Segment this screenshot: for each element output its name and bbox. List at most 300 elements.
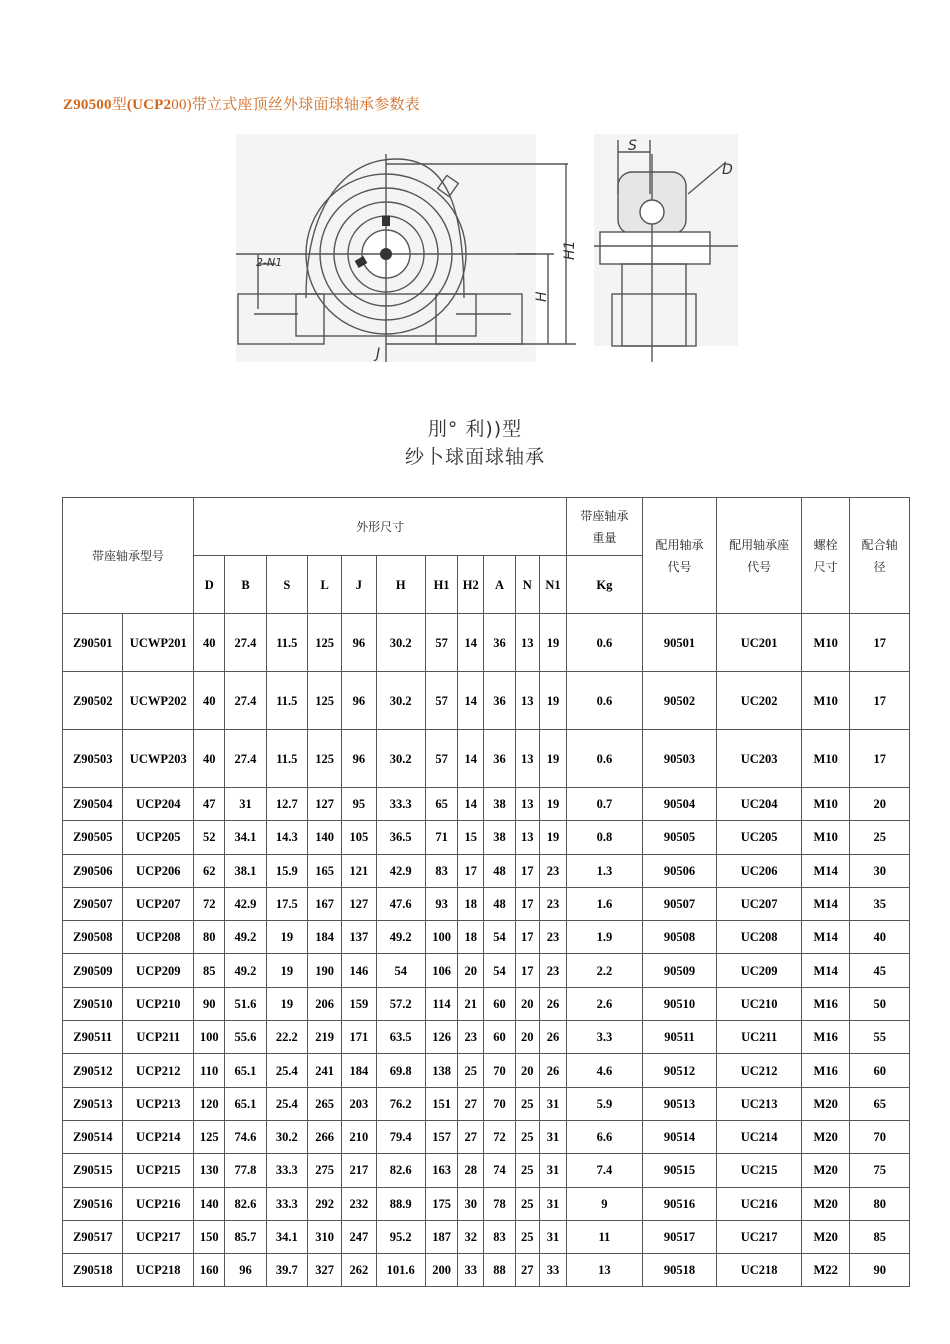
table-cell: 88: [484, 1254, 515, 1287]
table-cell: 125: [307, 730, 341, 788]
table-cell: 70: [484, 1054, 515, 1087]
table-cell: 200: [425, 1254, 457, 1287]
table-cell: 121: [342, 854, 376, 887]
table-cell: M16: [801, 987, 849, 1020]
table-cell: UCP212: [123, 1054, 194, 1087]
table-cell: 17: [850, 614, 910, 672]
table-cell: 262: [342, 1254, 376, 1287]
table-cell: 27.4: [225, 672, 266, 730]
table-cell: 36: [484, 730, 515, 788]
table-cell: UC201: [717, 614, 802, 672]
table-cell: 232: [342, 1187, 376, 1220]
table-cell: 167: [307, 887, 341, 920]
title-description: 带立式座顶丝外球面球轴承参数表: [191, 97, 420, 113]
header-bolt-size: 螺栓尺寸: [801, 498, 849, 614]
drawing-label-h: H: [534, 291, 550, 302]
table-cell: Z90504: [63, 788, 123, 821]
table-cell: 25: [515, 1120, 539, 1153]
drawing-label-j: J: [376, 346, 381, 362]
table-cell: 85: [850, 1220, 910, 1253]
table-cell: Z90506: [63, 854, 123, 887]
header-col-h: H: [376, 556, 425, 614]
table-row: [63, 1021, 910, 1054]
table-cell: 36: [484, 672, 515, 730]
table-cell: 96: [225, 1254, 266, 1287]
table-cell: 19: [266, 954, 307, 987]
table-cell: 22.2: [266, 1021, 307, 1054]
table-cell: UC213: [717, 1087, 802, 1120]
table-cell: 85: [194, 954, 225, 987]
table-cell: 7.4: [567, 1154, 643, 1187]
table-cell: 34.1: [225, 821, 266, 854]
table-cell: 27: [458, 1120, 484, 1153]
table-row: [63, 788, 910, 821]
table-cell: 275: [307, 1154, 341, 1187]
table-cell: Z90507: [63, 887, 123, 920]
table-cell: 217: [342, 1154, 376, 1187]
table-cell: 100: [194, 1021, 225, 1054]
table-cell: 203: [342, 1087, 376, 1120]
table-cell: UCP217: [123, 1220, 194, 1253]
table-cell: 1.9: [567, 921, 643, 954]
table-cell: 33: [539, 1254, 566, 1287]
table-row: [63, 672, 910, 730]
title-model: (UCP2: [126, 97, 172, 113]
table-cell: 90505: [642, 821, 717, 854]
table-cell: 90512: [642, 1054, 717, 1087]
table-cell: UCP213: [123, 1087, 194, 1120]
table-cell: 160: [194, 1254, 225, 1287]
table-cell: 120: [194, 1087, 225, 1120]
table-cell: 0.8: [567, 821, 643, 854]
table-cell: 25: [515, 1154, 539, 1187]
table-cell: 83: [484, 1220, 515, 1253]
table-cell: 95.2: [376, 1220, 425, 1253]
table-cell: M14: [801, 921, 849, 954]
table-cell: 4.6: [567, 1054, 643, 1087]
table-cell: 93: [425, 887, 457, 920]
table-cell: 184: [342, 1054, 376, 1087]
table-cell: 25: [515, 1220, 539, 1253]
table-cell: 12.7: [266, 788, 307, 821]
table-cell: 0.7: [567, 788, 643, 821]
table-cell: 25: [515, 1087, 539, 1120]
table-row: [63, 821, 910, 854]
table-cell: Z90505: [63, 821, 123, 854]
table-cell: 2.6: [567, 987, 643, 1020]
table-cell: 17: [850, 730, 910, 788]
table-cell: 57: [425, 614, 457, 672]
table-cell: 11.5: [266, 672, 307, 730]
table-cell: 34.1: [266, 1220, 307, 1253]
table-cell: Z90514: [63, 1120, 123, 1153]
table-cell: 30.2: [266, 1120, 307, 1153]
table-cell: 241: [307, 1054, 341, 1087]
table-cell: M10: [801, 672, 849, 730]
table-cell: 32: [458, 1220, 484, 1253]
table-cell: 23: [539, 887, 566, 920]
table-cell: M20: [801, 1120, 849, 1153]
table-cell: UCP207: [123, 887, 194, 920]
table-cell: 127: [307, 788, 341, 821]
table-cell: 82.6: [225, 1187, 266, 1220]
table-cell: 17: [850, 672, 910, 730]
table-row: [63, 854, 910, 887]
header-weight-unit: Kg: [567, 556, 643, 614]
table-cell: M20: [801, 1087, 849, 1120]
table-cell: UC204: [717, 788, 802, 821]
table-row: [63, 887, 910, 920]
table-cell: 9: [567, 1187, 643, 1220]
table-cell: 30.2: [376, 672, 425, 730]
table-cell: 27: [515, 1254, 539, 1287]
header-col-h1: H1: [425, 556, 457, 614]
table-cell: UCP210: [123, 987, 194, 1020]
table-cell: 50: [850, 987, 910, 1020]
header-col-l: L: [307, 556, 341, 614]
table-cell: 65.1: [225, 1087, 266, 1120]
table-cell: Z90512: [63, 1054, 123, 1087]
table-cell: Z90511: [63, 1021, 123, 1054]
table-cell: 19: [539, 821, 566, 854]
table-cell: 25.4: [266, 1054, 307, 1087]
table-cell: 69.8: [376, 1054, 425, 1087]
table-cell: 140: [307, 821, 341, 854]
table-cell: 47: [194, 788, 225, 821]
table-cell: 1.3: [567, 854, 643, 887]
table-cell: 54: [376, 954, 425, 987]
table-cell: 17: [515, 887, 539, 920]
table-cell: 137: [342, 921, 376, 954]
table-cell: 17: [458, 854, 484, 887]
table-cell: M14: [801, 954, 849, 987]
table-cell: UC202: [717, 672, 802, 730]
table-cell: 31: [539, 1220, 566, 1253]
header-col-h2: H2: [458, 556, 484, 614]
table-cell: Z90517: [63, 1220, 123, 1253]
table-cell: 310: [307, 1220, 341, 1253]
table-cell: UCP204: [123, 788, 194, 821]
table-cell: 90501: [642, 614, 717, 672]
table-cell: 49.2: [225, 954, 266, 987]
table-cell: 265: [307, 1087, 341, 1120]
table-cell: 106: [425, 954, 457, 987]
table-cell: 0.6: [567, 730, 643, 788]
table-cell: 70: [850, 1120, 910, 1153]
table-cell: 30.2: [376, 614, 425, 672]
table-cell: 95: [342, 788, 376, 821]
table-cell: 17: [515, 921, 539, 954]
table-cell: 23: [539, 921, 566, 954]
table-cell: 125: [307, 614, 341, 672]
title-code: Z90500: [63, 97, 112, 113]
table-cell: 15.9: [266, 854, 307, 887]
table-cell: M10: [801, 821, 849, 854]
table-cell: 125: [194, 1120, 225, 1153]
table-cell: 15: [458, 821, 484, 854]
table-cell: 19: [539, 788, 566, 821]
table-row: [63, 730, 910, 788]
table-cell: UC210: [717, 987, 802, 1020]
table-cell: 187: [425, 1220, 457, 1253]
table-cell: 28: [458, 1154, 484, 1187]
header-col-d: D: [194, 556, 225, 614]
table-cell: UC217: [717, 1220, 802, 1253]
table-cell: 25: [850, 821, 910, 854]
table-cell: 25.4: [266, 1087, 307, 1120]
table-cell: 38: [484, 788, 515, 821]
table-cell: 62: [194, 854, 225, 887]
table-cell: 72: [484, 1120, 515, 1153]
table-cell: 96: [342, 672, 376, 730]
table-cell: 18: [458, 887, 484, 920]
table-cell: 17: [515, 954, 539, 987]
table-cell: UCWP201: [123, 614, 194, 672]
table-cell: 31: [539, 1154, 566, 1187]
header-col-n: N: [515, 556, 539, 614]
table-cell: 184: [307, 921, 341, 954]
table-cell: 90503: [642, 730, 717, 788]
table-cell: UC215: [717, 1154, 802, 1187]
table-cell: 42.9: [376, 854, 425, 887]
table-cell: 150: [194, 1220, 225, 1253]
table-cell: 90509: [642, 954, 717, 987]
table-cell: 60: [484, 1021, 515, 1054]
table-cell: UC212: [717, 1054, 802, 1087]
subtitle-line-2: 纱卜球面球轴承: [404, 446, 545, 468]
table-cell: 17: [515, 854, 539, 887]
table-cell: 90513: [642, 1087, 717, 1120]
table-cell: 31: [225, 788, 266, 821]
table-cell: 40: [850, 921, 910, 954]
table-cell: 65.1: [225, 1054, 266, 1087]
table-cell: 13: [567, 1254, 643, 1287]
table-cell: 45: [850, 954, 910, 987]
table-cell: 165: [307, 854, 341, 887]
table-cell: 105: [342, 821, 376, 854]
header-col-j: J: [342, 556, 376, 614]
table-cell: 74: [484, 1154, 515, 1187]
table-cell: 40: [194, 672, 225, 730]
table-cell: 88.9: [376, 1187, 425, 1220]
header-bearing-code: 配用轴承代号: [642, 498, 717, 614]
table-cell: 3.3: [567, 1021, 643, 1054]
table-cell: 48: [484, 887, 515, 920]
table-cell: 6.6: [567, 1120, 643, 1153]
table-cell: 77.8: [225, 1154, 266, 1187]
table-cell: 65: [425, 788, 457, 821]
table-cell: 327: [307, 1254, 341, 1287]
table-cell: M20: [801, 1220, 849, 1253]
table-cell: 42.9: [225, 887, 266, 920]
table-cell: 13: [515, 730, 539, 788]
table-cell: 65: [850, 1087, 910, 1120]
table-cell: 33.3: [266, 1154, 307, 1187]
table-cell: UCP215: [123, 1154, 194, 1187]
table-cell: 35: [850, 887, 910, 920]
table-row: [63, 1087, 910, 1120]
table-cell: 219: [307, 1021, 341, 1054]
table-cell: UC214: [717, 1120, 802, 1153]
header-weight: 带座轴承重量: [567, 498, 643, 556]
table-cell: Z90502: [63, 672, 123, 730]
table-cell: 1.6: [567, 887, 643, 920]
table-cell: 75: [850, 1154, 910, 1187]
header-col-n1: N1: [539, 556, 566, 614]
table-cell: 27: [458, 1087, 484, 1120]
table-cell: M16: [801, 1021, 849, 1054]
table-cell: 90504: [642, 788, 717, 821]
table-cell: 175: [425, 1187, 457, 1220]
bearing-technical-drawing: [236, 134, 738, 362]
title-type-char: 型: [111, 97, 127, 113]
table-cell: 57: [425, 672, 457, 730]
table-cell: 85.7: [225, 1220, 266, 1253]
table-cell: 23: [539, 954, 566, 987]
table-cell: 40: [194, 614, 225, 672]
table-cell: 72: [194, 887, 225, 920]
table-cell: 25: [458, 1054, 484, 1087]
title-model-tail: 00): [171, 97, 192, 113]
table-cell: 21: [458, 987, 484, 1020]
header-col-b: B: [225, 556, 266, 614]
table-cell: UCP218: [123, 1254, 194, 1287]
table-cell: 130: [194, 1154, 225, 1187]
table-cell: 27.4: [225, 614, 266, 672]
table-cell: 14: [458, 788, 484, 821]
table-cell: 33.3: [266, 1187, 307, 1220]
table-cell: 157: [425, 1120, 457, 1153]
header-housing-code: 配用轴承座代号: [717, 498, 802, 614]
table-cell: UCP214: [123, 1120, 194, 1153]
table-cell: 70: [484, 1087, 515, 1120]
table-cell: UC205: [717, 821, 802, 854]
table-cell: 13: [515, 672, 539, 730]
table-cell: 247: [342, 1220, 376, 1253]
table-cell: 11.5: [266, 730, 307, 788]
table-cell: UCWP203: [123, 730, 194, 788]
table-cell: 146: [342, 954, 376, 987]
table-row: [63, 921, 910, 954]
table-cell: 190: [307, 954, 341, 987]
table-cell: 13: [515, 821, 539, 854]
table-cell: 31: [539, 1187, 566, 1220]
table-cell: 60: [484, 987, 515, 1020]
table-cell: 0.6: [567, 672, 643, 730]
header-col-s: S: [266, 556, 307, 614]
table-cell: Z90508: [63, 921, 123, 954]
table-row: [63, 1154, 910, 1187]
table-cell: 19: [539, 730, 566, 788]
table-cell: 96: [342, 614, 376, 672]
table-cell: 63.5: [376, 1021, 425, 1054]
table-cell: M20: [801, 1187, 849, 1220]
table-cell: 171: [342, 1021, 376, 1054]
header-col-a: A: [484, 556, 515, 614]
table-cell: UCP216: [123, 1187, 194, 1220]
table-row: [63, 1054, 910, 1087]
table-cell: 90: [850, 1254, 910, 1287]
table-cell: 19: [539, 672, 566, 730]
table-row: [63, 1187, 910, 1220]
table-cell: 11.5: [266, 614, 307, 672]
table-cell: 90506: [642, 854, 717, 887]
table-cell: 30: [850, 854, 910, 887]
table-cell: 55.6: [225, 1021, 266, 1054]
table-cell: Z90515: [63, 1154, 123, 1187]
table-cell: 210: [342, 1120, 376, 1153]
table-cell: 80: [850, 1187, 910, 1220]
table-row: [63, 1254, 910, 1287]
table-cell: 114: [425, 987, 457, 1020]
table-cell: 11: [567, 1220, 643, 1253]
table-cell: 80: [194, 921, 225, 954]
table-cell: 101.6: [376, 1254, 425, 1287]
table-cell: 33.3: [376, 788, 425, 821]
table-cell: M14: [801, 887, 849, 920]
table-cell: 14: [458, 614, 484, 672]
table-row: [63, 1120, 910, 1153]
table-cell: UCWP202: [123, 672, 194, 730]
table-cell: 23: [539, 854, 566, 887]
table-cell: 19: [266, 987, 307, 1020]
table-cell: 49.2: [225, 921, 266, 954]
table-cell: 159: [342, 987, 376, 1020]
table-cell: M16: [801, 1054, 849, 1087]
table-cell: M10: [801, 788, 849, 821]
table-cell: 51.6: [225, 987, 266, 1020]
table-cell: 20: [458, 954, 484, 987]
table-cell: 90518: [642, 1254, 717, 1287]
table-cell: 19: [266, 921, 307, 954]
drawing-label-s: S: [628, 138, 637, 154]
header-model: 带座轴承型号: [63, 498, 194, 614]
table-cell: 33: [458, 1254, 484, 1287]
table-cell: 52: [194, 821, 225, 854]
table-cell: 57.2: [376, 987, 425, 1020]
table-cell: 36: [484, 614, 515, 672]
table-cell: 31: [539, 1087, 566, 1120]
table-cell: UC208: [717, 921, 802, 954]
table-cell: Z90503: [63, 730, 123, 788]
table-cell: 90516: [642, 1187, 717, 1220]
table-cell: UC203: [717, 730, 802, 788]
table-cell: M22: [801, 1254, 849, 1287]
table-cell: M10: [801, 730, 849, 788]
table-cell: 266: [307, 1120, 341, 1153]
table-cell: 5.9: [567, 1087, 643, 1120]
table-cell: Z90513: [63, 1087, 123, 1120]
table-cell: 38: [484, 821, 515, 854]
table-cell: 90508: [642, 921, 717, 954]
table-cell: 26: [539, 987, 566, 1020]
table-cell: 23: [458, 1021, 484, 1054]
table-cell: 19: [539, 614, 566, 672]
table-cell: 36.5: [376, 821, 425, 854]
table-cell: M14: [801, 854, 849, 887]
table-cell: 40: [194, 730, 225, 788]
table-cell: 127: [342, 887, 376, 920]
table-cell: 78: [484, 1187, 515, 1220]
table-cell: 13: [515, 614, 539, 672]
table-cell: UC211: [717, 1021, 802, 1054]
table-cell: 138: [425, 1054, 457, 1087]
table-cell: Z90518: [63, 1254, 123, 1287]
table-cell: UC207: [717, 887, 802, 920]
table-cell: 57: [425, 730, 457, 788]
table-cell: 14: [458, 730, 484, 788]
table-row: [63, 954, 910, 987]
